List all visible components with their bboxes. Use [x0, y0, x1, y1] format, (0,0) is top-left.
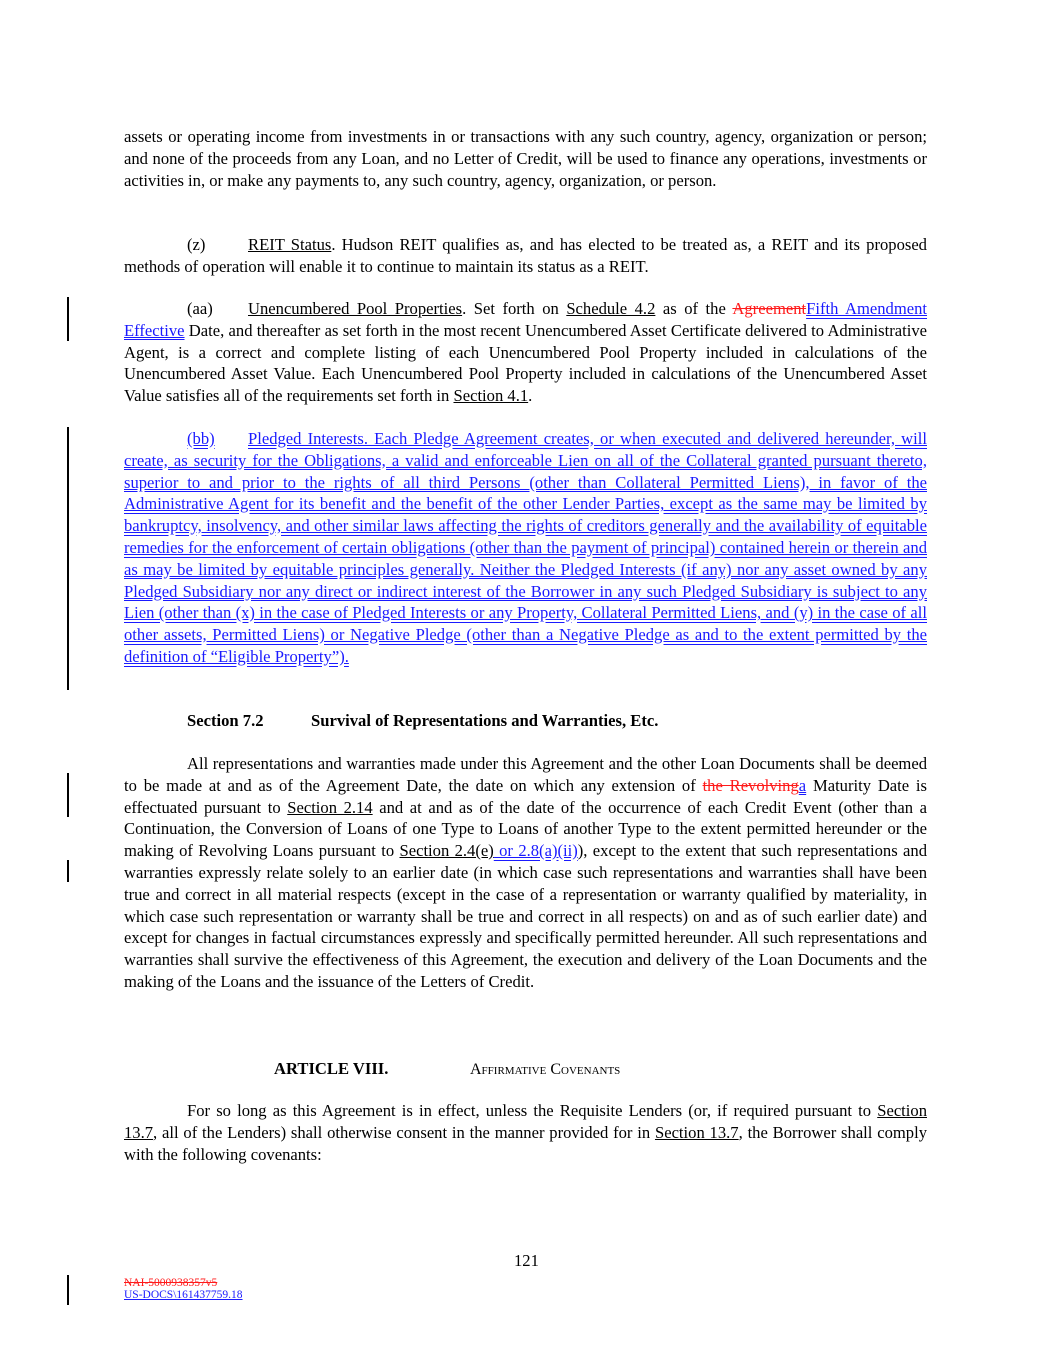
para-aa-unencumbered [124, 298, 927, 407]
inserted-text: a [798, 775, 807, 795]
underlined-reference: Section 2.14 [287, 797, 373, 817]
para-covenants-intro [124, 1100, 927, 1165]
underlined-reference: Section 13.7 [124, 1101, 927, 1142]
change-bar [67, 427, 69, 690]
article-title: Affirmative Covenants [470, 1061, 621, 1078]
para-sanctions-continued [124, 126, 927, 191]
page-number: 121 [514, 1251, 539, 1270]
change-bar [67, 1275, 69, 1305]
underlined-reference: Section 13.7 [654, 1122, 739, 1142]
deleted-text: the Revolving [702, 775, 799, 795]
inserted-text: Pledged Interests. Each Pledge Agreement creates, or when executed and delivered hereunder, will create, as security for the Obligations, a valid and enforceable Lien on all of the Collateral granted pursuant thereto, superior to and prior to the rights of all third Persons (other than Collateral Permitted Liens), in favor of the Administrative Agent for its benefit and the benefit of the other Lender Parties, except as the same may be limited by bankruptcy, insolvency, and other similar laws affecting the rights of creditors generally and the availability of equitable remedies for the enforcement of certain obligations (other than the payment of principal) contained herein or therein and as may be limited by equitable principles generally. Neither the Pledged Interests (if any) nor any asset owned by any Pledged Subsidiary nor any direct or indirect interest of the Borrower in any such Pledged Subsidiary is subject to any Lien (other than (x) in the case of Pledged Interests or any Property, Collateral Permitted Liens, and (y) in the case of all other assets, Permitted Liens) or Negative Pledge (other than a Negative Pledge as and to the extent permitted by the definition of “Eligible Property”). [124, 429, 927, 666]
text-run: All representations and warranties made under this Agreement and the other Loan Documents shall be deemed to be made at and as of the Agreement Date, the date on which any extension of [124, 754, 927, 795]
change-bar [67, 773, 69, 817]
para-bb-pledged-interests [124, 428, 927, 668]
underlined-reference: Section 4.1 [453, 386, 529, 406]
text-run: Date, and thereafter as set forth in the most recent Unencumbered Asset Certificate delivered to Administrative Agent, is a correct and complete listing of each Unencumbered Pool Property included in calculations of the Unencumbered Asset Value. Each Unencumbered Pool Property included in calculations of the Unencumbered Asset Value satisfies all of the requirements set forth in [124, 320, 927, 406]
clause-label: (z) [187, 235, 206, 254]
text-run: . [528, 386, 533, 406]
section-heading [124, 710, 927, 732]
underlined-reference: Section 2.4(e) [399, 841, 494, 861]
change-bar [67, 297, 69, 341]
text-run: . Hudson REIT qualifies as, and has elected to be treated as, a REIT and its proposed methods of operation will enable it to continue to maintain its status as a REIT. [124, 235, 927, 276]
text-run: as of the [655, 299, 733, 318]
underlined-reference: REIT Status [248, 235, 332, 254]
underlined-reference: Schedule 4.2 [566, 299, 656, 318]
text-run: Maturity Date is effectuated pursuant to [124, 775, 927, 817]
article-heading [274, 1058, 620, 1081]
clause-label: (aa) [187, 299, 213, 318]
section-title: Survival of Representations and Warranties, Etc. [311, 711, 659, 730]
text-run: . Set forth on [462, 299, 567, 318]
text-run: , the Borrower shall comply with the following covenants: [124, 1122, 927, 1164]
footer-inserted-doc-id: US-DOCS\161437759.18 [124, 1289, 243, 1301]
clause-label: (bb) [187, 429, 215, 448]
deleted-text: Agreement [732, 299, 807, 318]
underlined-reference: Unencumbered Pool Properties [248, 299, 463, 318]
para-z-reit-status [124, 234, 927, 278]
text-run: , all of the Lenders) shall otherwise consent in the manner provided for in [153, 1122, 655, 1142]
footer-deleted-doc-id: NAI-5000938357v5 [124, 1277, 218, 1289]
text-run: assets or operating income from investments in or transactions with any such country, agency, organization or person; and none of the proceeds from any Loan, and no Letter of Credit, will be used to finance any operations, investments or activities in, or make any payments to, any such country, agency, organization, or person. [124, 127, 927, 190]
text-run: For so long as this Agreement is in effect, unless the Requisite Lenders (or, if required pursuant to [187, 1101, 878, 1120]
inserted-text: Fifth Amendment Effective [124, 299, 928, 340]
footer-doc-ids [124, 1277, 243, 1301]
inserted-text: or 2.8(a)(ii) [493, 841, 578, 861]
para-survival [124, 753, 927, 993]
change-bar [67, 860, 69, 882]
article-number: ARTICLE VIII. [274, 1059, 389, 1078]
section-number: Section 7.2 [187, 711, 264, 730]
text-run: and at and as of the date of the occurrence of each Credit Event (other than a Continuation, the Conversion of Loans of one Type to Loans of another Type to the extent permitted hereunder or the making of Revolving Loans pursuant to [124, 797, 927, 861]
text-run: ), except to the extent that such representations and warranties expressly relate solely to an earlier date (in which case such representations and warranties shall have been true and correct in all material respects (except in the case of a representation or warranty qualified by materiality, in which case such representation or warranty shall be true and correct in all respects) on and as of such earlier date) and except for changes in factual circumstances expressly and specifically permitted hereunder. All such representations and warranties shall survive the effectiveness of this Agreement, the execution and delivery of the Loan Documents and the making of the Loans and the issuance of the Letters of Credit. [124, 841, 927, 991]
